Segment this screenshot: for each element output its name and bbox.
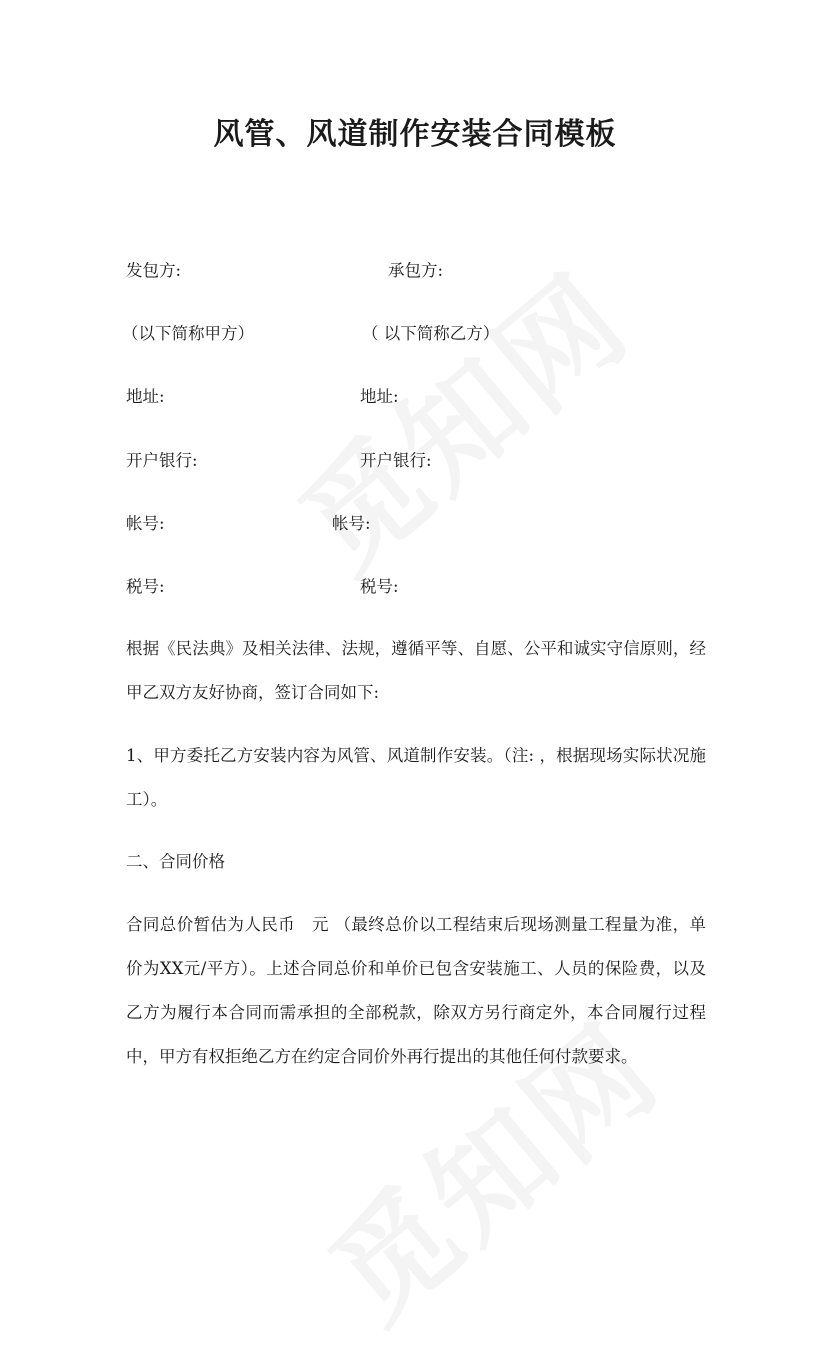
tax-a-label: 税号: (126, 577, 165, 596)
account-a-label: 帐号: (126, 514, 165, 533)
party-a-label: 发包方: (126, 261, 182, 280)
clause-1-paragraph: 1、甲方委托乙方安装内容为风管、风道制作安装。（注: ，根据现场实际状况施工）。 (126, 746, 706, 809)
account-b-label: 帐号: (332, 514, 371, 533)
address-b-label: 地址: (360, 387, 399, 406)
watermark-top (259, 229, 659, 604)
price-paragraph: 合同总价暂估为人民币 元 （最终总价以工程结束后现场测量工程量为准，单价为XX元/平方）。上述合同总价和单价已包含安装施工、人员的保险费，以及乙方为履行本合同而需承担的全部税款，除双方另行商定外，本合同履行过程中，甲方有权拒绝乙方在约定合同价外再行提出的其他任何付款要求。 (126, 915, 706, 1066)
address-a-label: 地址: (126, 387, 165, 406)
section-2-heading: 二、合同价格 (126, 852, 225, 871)
intro-paragraph: 根据《民法典》及相关法律、法规，遵循平等、自愿、公平和诚实守信原则，经甲乙双方友好协商，签订合同如下: (126, 639, 706, 702)
document-title: 风管、风道制作安装合同模板 (213, 117, 617, 152)
tax-b-label: 税号: (360, 577, 399, 596)
bank-a-label: 开户银行: (126, 451, 198, 470)
party-b-label: 承包方: (388, 261, 444, 280)
bank-b-label: 开户银行: (360, 451, 432, 470)
party-a-alias: （以下简称甲方） (122, 324, 254, 343)
party-b-alias: （ 以下简称乙方） (362, 324, 500, 343)
